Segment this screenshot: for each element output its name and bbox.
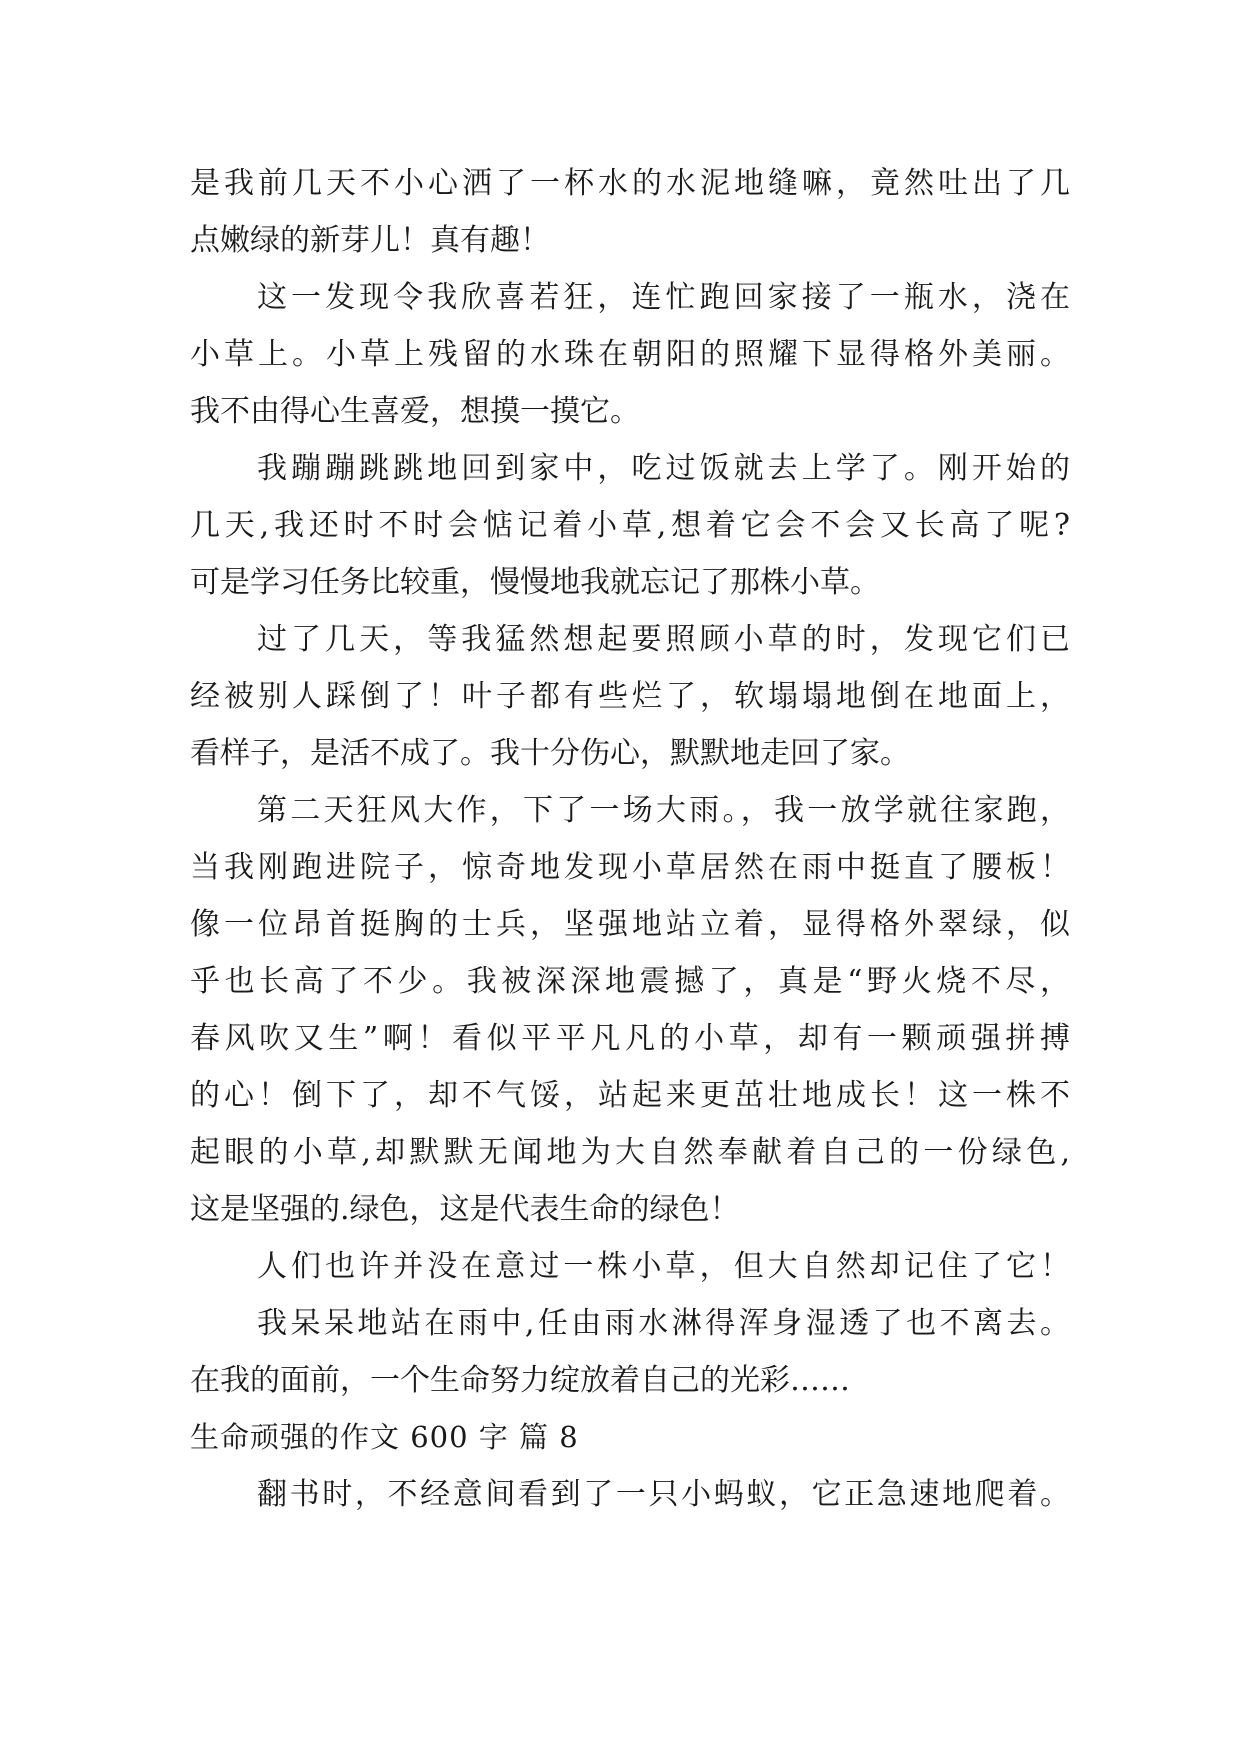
section-heading: 生命顽强的作文 600 字 篇 8: [190, 1420, 579, 1454]
text-line: 几天,我还时不时会惦记着小草,想着它会不会又长高了呢?: [190, 508, 1070, 543]
text-line: 当我刚跑进院子，惊奇地发现小草居然在雨中挺直了腰板！: [190, 850, 1070, 885]
text-line: 小草上。小草上残留的水珠在朝阳的照耀下显得格外美丽。: [190, 337, 1070, 372]
text-line: 春风吹又生”啊！看似平平凡凡的小草，却有一颗顽强拼搏: [190, 1021, 1070, 1056]
text-line: 看样子，是活不成了。我十分伤心，默默地走回了家。: [190, 736, 910, 771]
text-line: 我呆呆地站在雨中,任由雨水淋得浑身湿透了也不离去。: [257, 1306, 1070, 1341]
text-line: 的心！倒下了，却不气馁，站起来更茁壮地成长！这一株不: [190, 1078, 1070, 1113]
text-line: 人们也许并没在意过一株小草，但大自然却记住了它！: [257, 1249, 1070, 1284]
text-line: 我蹦蹦跳跳地回到家中，吃过饭就去上学了。刚开始的: [257, 451, 1070, 486]
text-line: 可是学习任务比较重，慢慢地我就忘记了那株小草。: [190, 565, 880, 600]
text-line: 乎也长高了不少。我被深深地震撼了，真是“野火烧不尽，: [190, 964, 1070, 999]
text-line: 是我前几天不小心洒了一杯水的水泥地缝嘛，竟然吐出了几: [190, 166, 1070, 201]
text-line: 经被别人踩倒了！叶子都有些烂了，软塌塌地倒在地面上，: [190, 679, 1070, 714]
text-line: 这是坚强的.绿色，这是代表生命的绿色！: [190, 1192, 740, 1227]
text-line: 点嫩绿的新芽儿！真有趣！: [190, 223, 550, 258]
text-line: 过了几天，等我猛然想起要照顾小草的时，发现它们已: [257, 622, 1070, 657]
text-line: 这一发现令我欣喜若狂，连忙跑回家接了一瓶水，浇在: [257, 280, 1070, 315]
text-line: 第二天狂风大作，下了一场大雨。，我一放学就往家跑，: [257, 793, 1070, 828]
text-line: 在我的面前，一个生命努力绽放着自己的光彩……: [190, 1363, 850, 1398]
text-line: 像一位昂首挺胸的士兵，坚强地站立着，显得格外翠绿，似: [190, 907, 1070, 942]
text-line: 起眼的小草,却默默无闻地为大自然奉献着自己的一份绿色,: [190, 1135, 1070, 1170]
text-line: 我不由得心生喜爱，想摸一摸它。: [190, 394, 640, 429]
text-line: 翻书时，不经意间看到了一只小蚂蚁，它正急速地爬着。: [257, 1477, 1070, 1512]
